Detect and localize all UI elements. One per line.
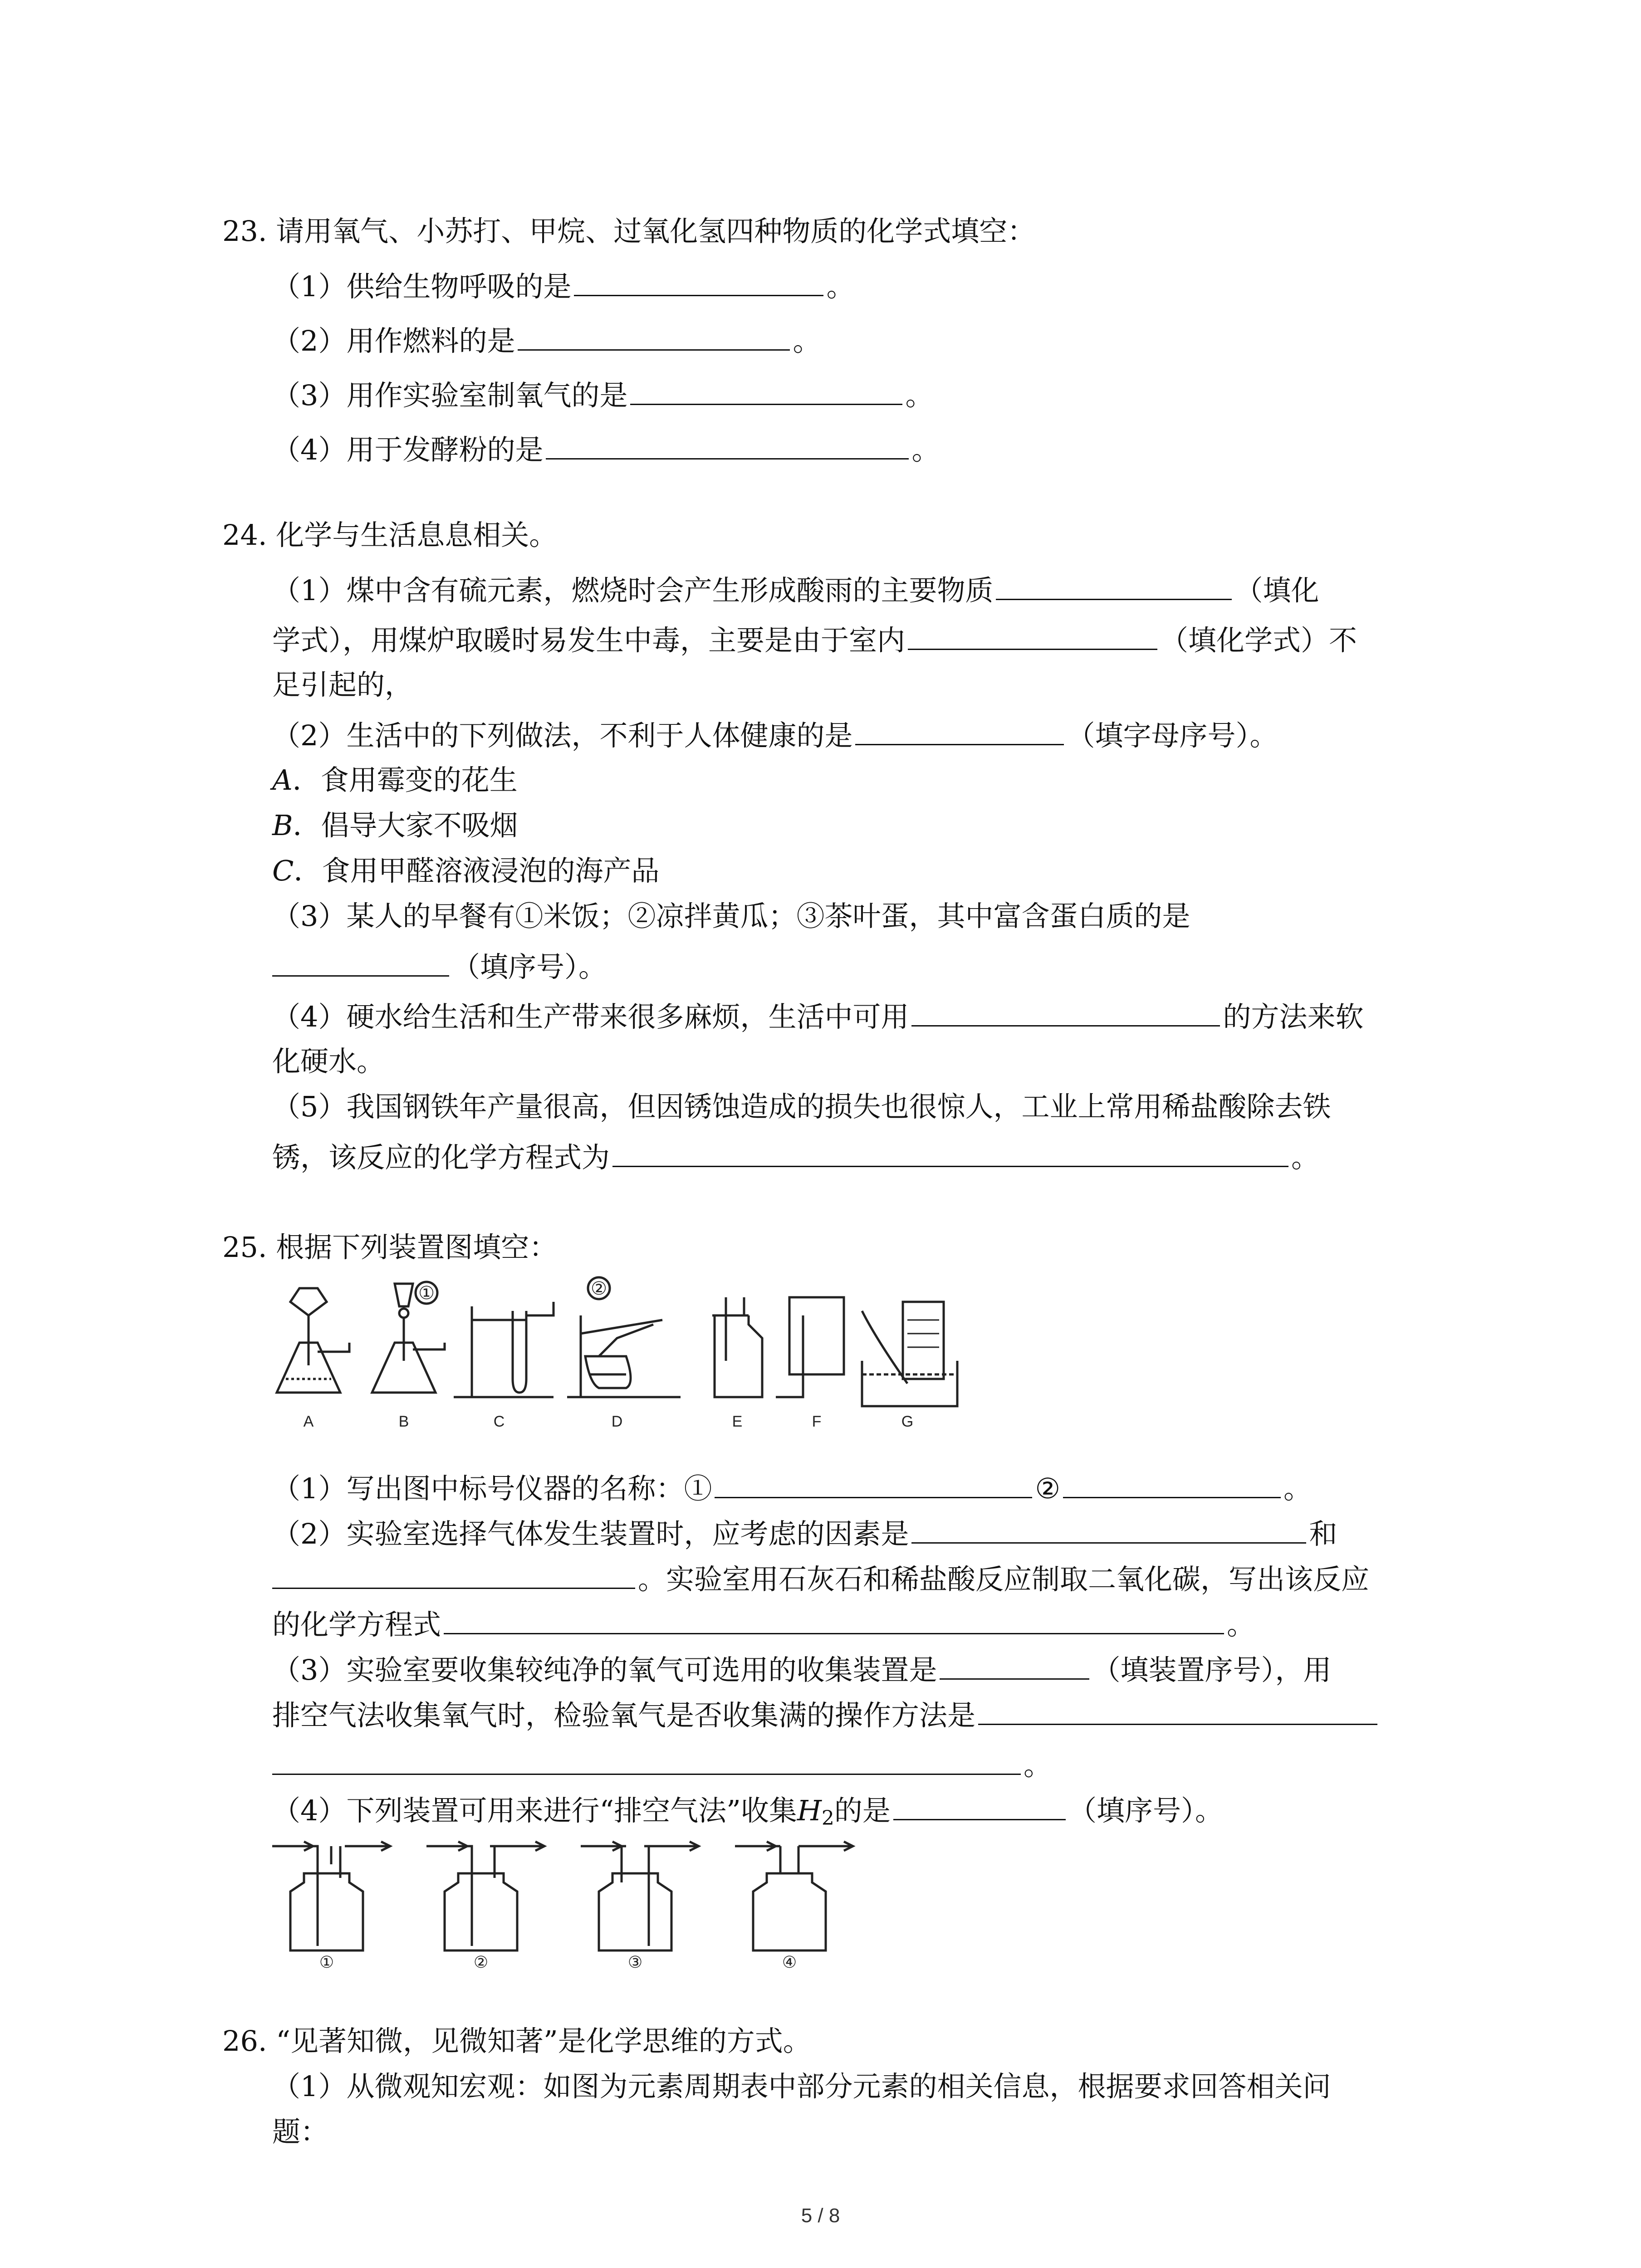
bottle-label: ③: [627, 1953, 643, 1969]
instrument-mark-1: ①: [418, 1283, 435, 1304]
apparatus-label: G: [901, 1413, 914, 1430]
q23-part4: （4）用于发酵粉的是 。: [272, 431, 940, 468]
apparatus-figure: [272, 1270, 962, 1433]
q23-part2: （2）用作燃料的是 。: [272, 322, 821, 359]
q23-part3: （3）用作实验室制氧气的是 。: [272, 376, 933, 414]
q24-part5-line2: 锈，该反应的化学方程式为 。: [272, 1139, 1319, 1176]
q25-part3-line2: 排空气法收集氧气时，检验氧气是否收集满的操作方法是: [272, 1696, 1380, 1734]
q25-part4: （4）下列装置可用来进行“排空气法”收集$H_2$的是 （填序号）。: [272, 1792, 1223, 1837]
bottle-label: ④: [782, 1953, 797, 1969]
q23-stem: 23. 请用氧气、小苏打、甲烷、过氧化氢四种物质的化学式填空：: [222, 215, 1036, 248]
apparatus-label: A: [303, 1413, 314, 1430]
q26-stem: 26. “见著知微，见微知著”是化学思维的方式。: [222, 2024, 811, 2058]
q25-part2-line3: 的化学方程式 。: [272, 1606, 1255, 1643]
q24-stem: 24. 化学与生活息息相关。: [222, 518, 558, 552]
answer-blank[interactable]: [444, 1606, 1224, 1634]
q24-part3-line2: （填序号）。: [272, 948, 607, 985]
apparatus-label: E: [732, 1413, 743, 1430]
q24-option-a: A．食用霉变的花生: [272, 763, 518, 797]
apparatus-label: F: [812, 1413, 822, 1430]
bottle-label: ②: [473, 1953, 489, 1969]
apparatus-label: D: [611, 1413, 623, 1430]
bottle-label: ①: [319, 1953, 334, 1969]
q24-part3-line1: （3）某人的早餐有①米饭；②凉拌黄瓜；③茶叶蛋，其中富含蛋白质的是: [272, 899, 1190, 933]
answer-blank[interactable]: [940, 1651, 1089, 1680]
answer-blank[interactable]: [911, 998, 1220, 1026]
answer-blank[interactable]: [272, 948, 449, 977]
q23-part1: （1）供给生物呼吸的是 。: [272, 268, 854, 305]
q25-part2-line2: 。实验室用石灰石和稀盐酸反应制取二氧化碳，写出该反应: [272, 1560, 1369, 1598]
instrument-mark-2: ②: [591, 1278, 607, 1299]
q24-part1-line2: 学式），用煤炉取暖时易发生中毒，主要是由于室内 （填化学式）不: [272, 621, 1357, 659]
answer-blank[interactable]: [630, 376, 902, 405]
answer-blank[interactable]: [978, 1696, 1377, 1725]
page-number: 5 / 8: [801, 2204, 840, 2227]
q26-part1-line1: （1）从微观知宏观：如图为元素周期表中部分元素的相关信息，根据要求回答相关问: [272, 2070, 1331, 2103]
answer-blank[interactable]: [1063, 1470, 1281, 1498]
answer-blank[interactable]: [996, 572, 1232, 600]
q24-part4-line1: （4）硬水给生活和生产带来很多麻烦，生活中可用 的方法来软: [272, 998, 1363, 1035]
q25-stem: 25. 根据下列装置图填空：: [222, 1231, 558, 1264]
answer-blank[interactable]: [272, 1560, 635, 1589]
q24-option-c: C．食用甲醛溶液浸泡的海产品: [272, 854, 660, 887]
q25-part1: （1）写出图中标号仪器的名称：① ② 。: [272, 1470, 1312, 1507]
answer-blank[interactable]: [612, 1139, 1288, 1167]
answer-blank[interactable]: [272, 1746, 1021, 1775]
q25-part2-line1: （2）实验室选择气体发生装置时，应考虑的因素是 和: [272, 1515, 1337, 1552]
apparatus-label: C: [493, 1413, 505, 1430]
q26-part1-line2: 题：: [272, 2115, 329, 2148]
q24-part5-line1: （5）我国钢铁年产量很高，但因锈蚀造成的损失也很惊人，工业上常用稀盐酸除去铁: [272, 1090, 1331, 1123]
apparatus-diagram: [272, 1270, 962, 1433]
q25-part3-line1: （3）实验室要收集较纯净的氧气可选用的收集装置是 （填装置序号），用: [272, 1651, 1331, 1688]
q25-part3-line3: 。: [272, 1746, 1052, 1784]
answer-blank[interactable]: [546, 431, 909, 459]
apparatus-label: B: [398, 1413, 409, 1430]
answer-blank[interactable]: [574, 268, 823, 296]
q24-part1-line3: 足引起的，: [272, 668, 413, 701]
bottles-figure: [272, 1833, 889, 1969]
q24-part1-line1: （1）煤中含有硫元素，燃烧时会产生形成酸雨的主要物质 （填化: [272, 572, 1319, 609]
answer-blank[interactable]: [855, 717, 1064, 745]
q24-part2: （2）生活中的下列做法，不利于人体健康的是 （填字母序号）。: [272, 717, 1278, 754]
answer-blank[interactable]: [911, 1515, 1306, 1544]
answer-blank[interactable]: [715, 1470, 1032, 1498]
answer-blank[interactable]: [908, 621, 1157, 650]
answer-blank[interactable]: [893, 1792, 1066, 1820]
q24-part4-line2: 化硬水。: [272, 1045, 385, 1078]
answer-blank[interactable]: [518, 322, 790, 351]
q24-option-b: B．倡导大家不吸烟: [272, 809, 518, 842]
bottles-diagram: [272, 1833, 889, 1969]
